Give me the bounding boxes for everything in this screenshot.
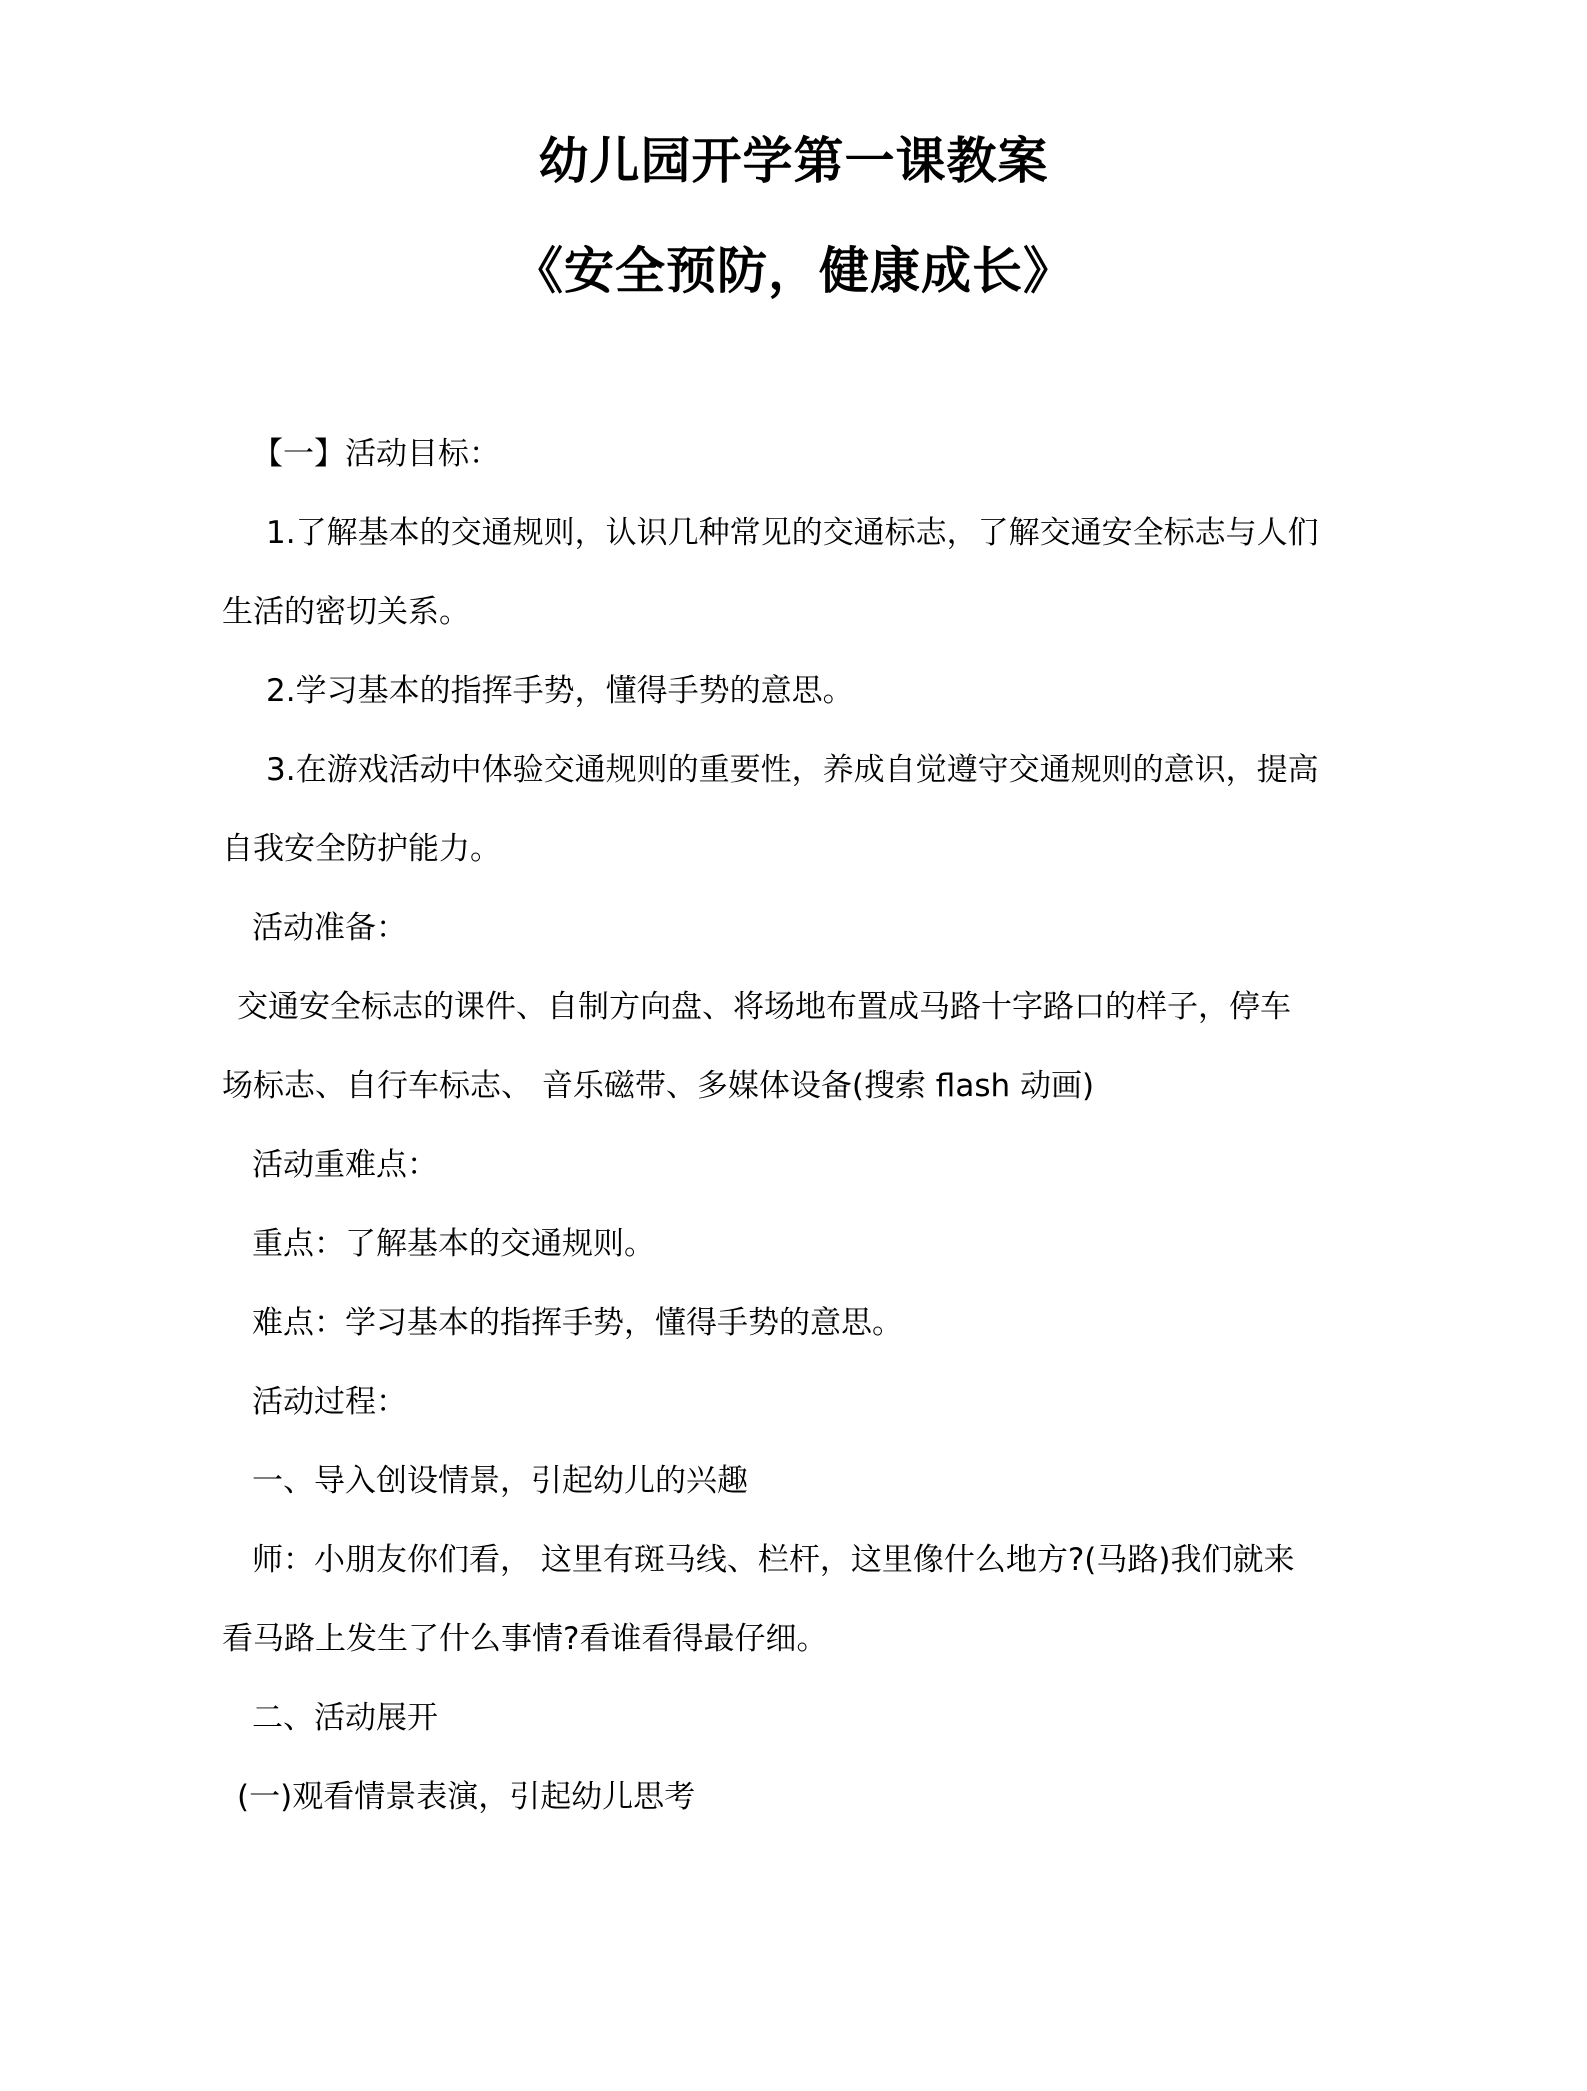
document-line: (一)观看情景表演，引起幼儿思考: [237, 1779, 696, 1815]
document-line: 一、导入创设情景，引起幼儿的兴趣: [252, 1463, 748, 1499]
document-line: 重点：了解基本的交通规则。: [252, 1226, 655, 1262]
title-block: [0, 0, 1587, 305]
document-line: 活动准备：: [252, 910, 407, 946]
document-line: 活动过程：: [252, 1384, 407, 1420]
document-line: 难点：学习基本的指挥手势，懂得手势的意思。: [252, 1305, 903, 1341]
document-line: 活动重难点：: [252, 1147, 438, 1183]
document-line: 【一】活动目标：: [252, 436, 500, 472]
page-subtitle: 《安全预防，健康成长》: [513, 241, 1074, 300]
document-line: 1.了解基本的交通规则，认识几种常见的交通标志，了解交通安全标志与人们: [266, 515, 1319, 551]
document-line: 看马路上发生了什么事情?看谁看得最仔细。: [222, 1621, 828, 1657]
page-title: 幼儿园开学第一课教案: [538, 132, 1049, 190]
document-line: 交通安全标志的课件、自制方向盘、将场地布置成马路十字路口的样子，停车: [237, 989, 1291, 1025]
document-body: [0, 415, 1587, 1837]
document-line: 3.在游戏活动中体验交通规则的重要性，养成自觉遵守交通规则的意识，提高: [266, 752, 1319, 788]
document-line: 自我安全防护能力。: [222, 831, 501, 867]
document-line: 生活的密切关系。: [222, 594, 470, 630]
document-line: 二、活动展开: [252, 1700, 438, 1736]
document-line: 场标志、自行车标志、 音乐磁带、多媒体设备(搜索 flash 动画): [222, 1068, 1095, 1104]
document-line: 师：小朋友你们看， 这里有斑马线、栏杆，这里像什么地方?(马路)我们就来: [252, 1542, 1295, 1578]
document-line: 2.学习基本的指挥手势，懂得手势的意思。: [266, 673, 854, 709]
